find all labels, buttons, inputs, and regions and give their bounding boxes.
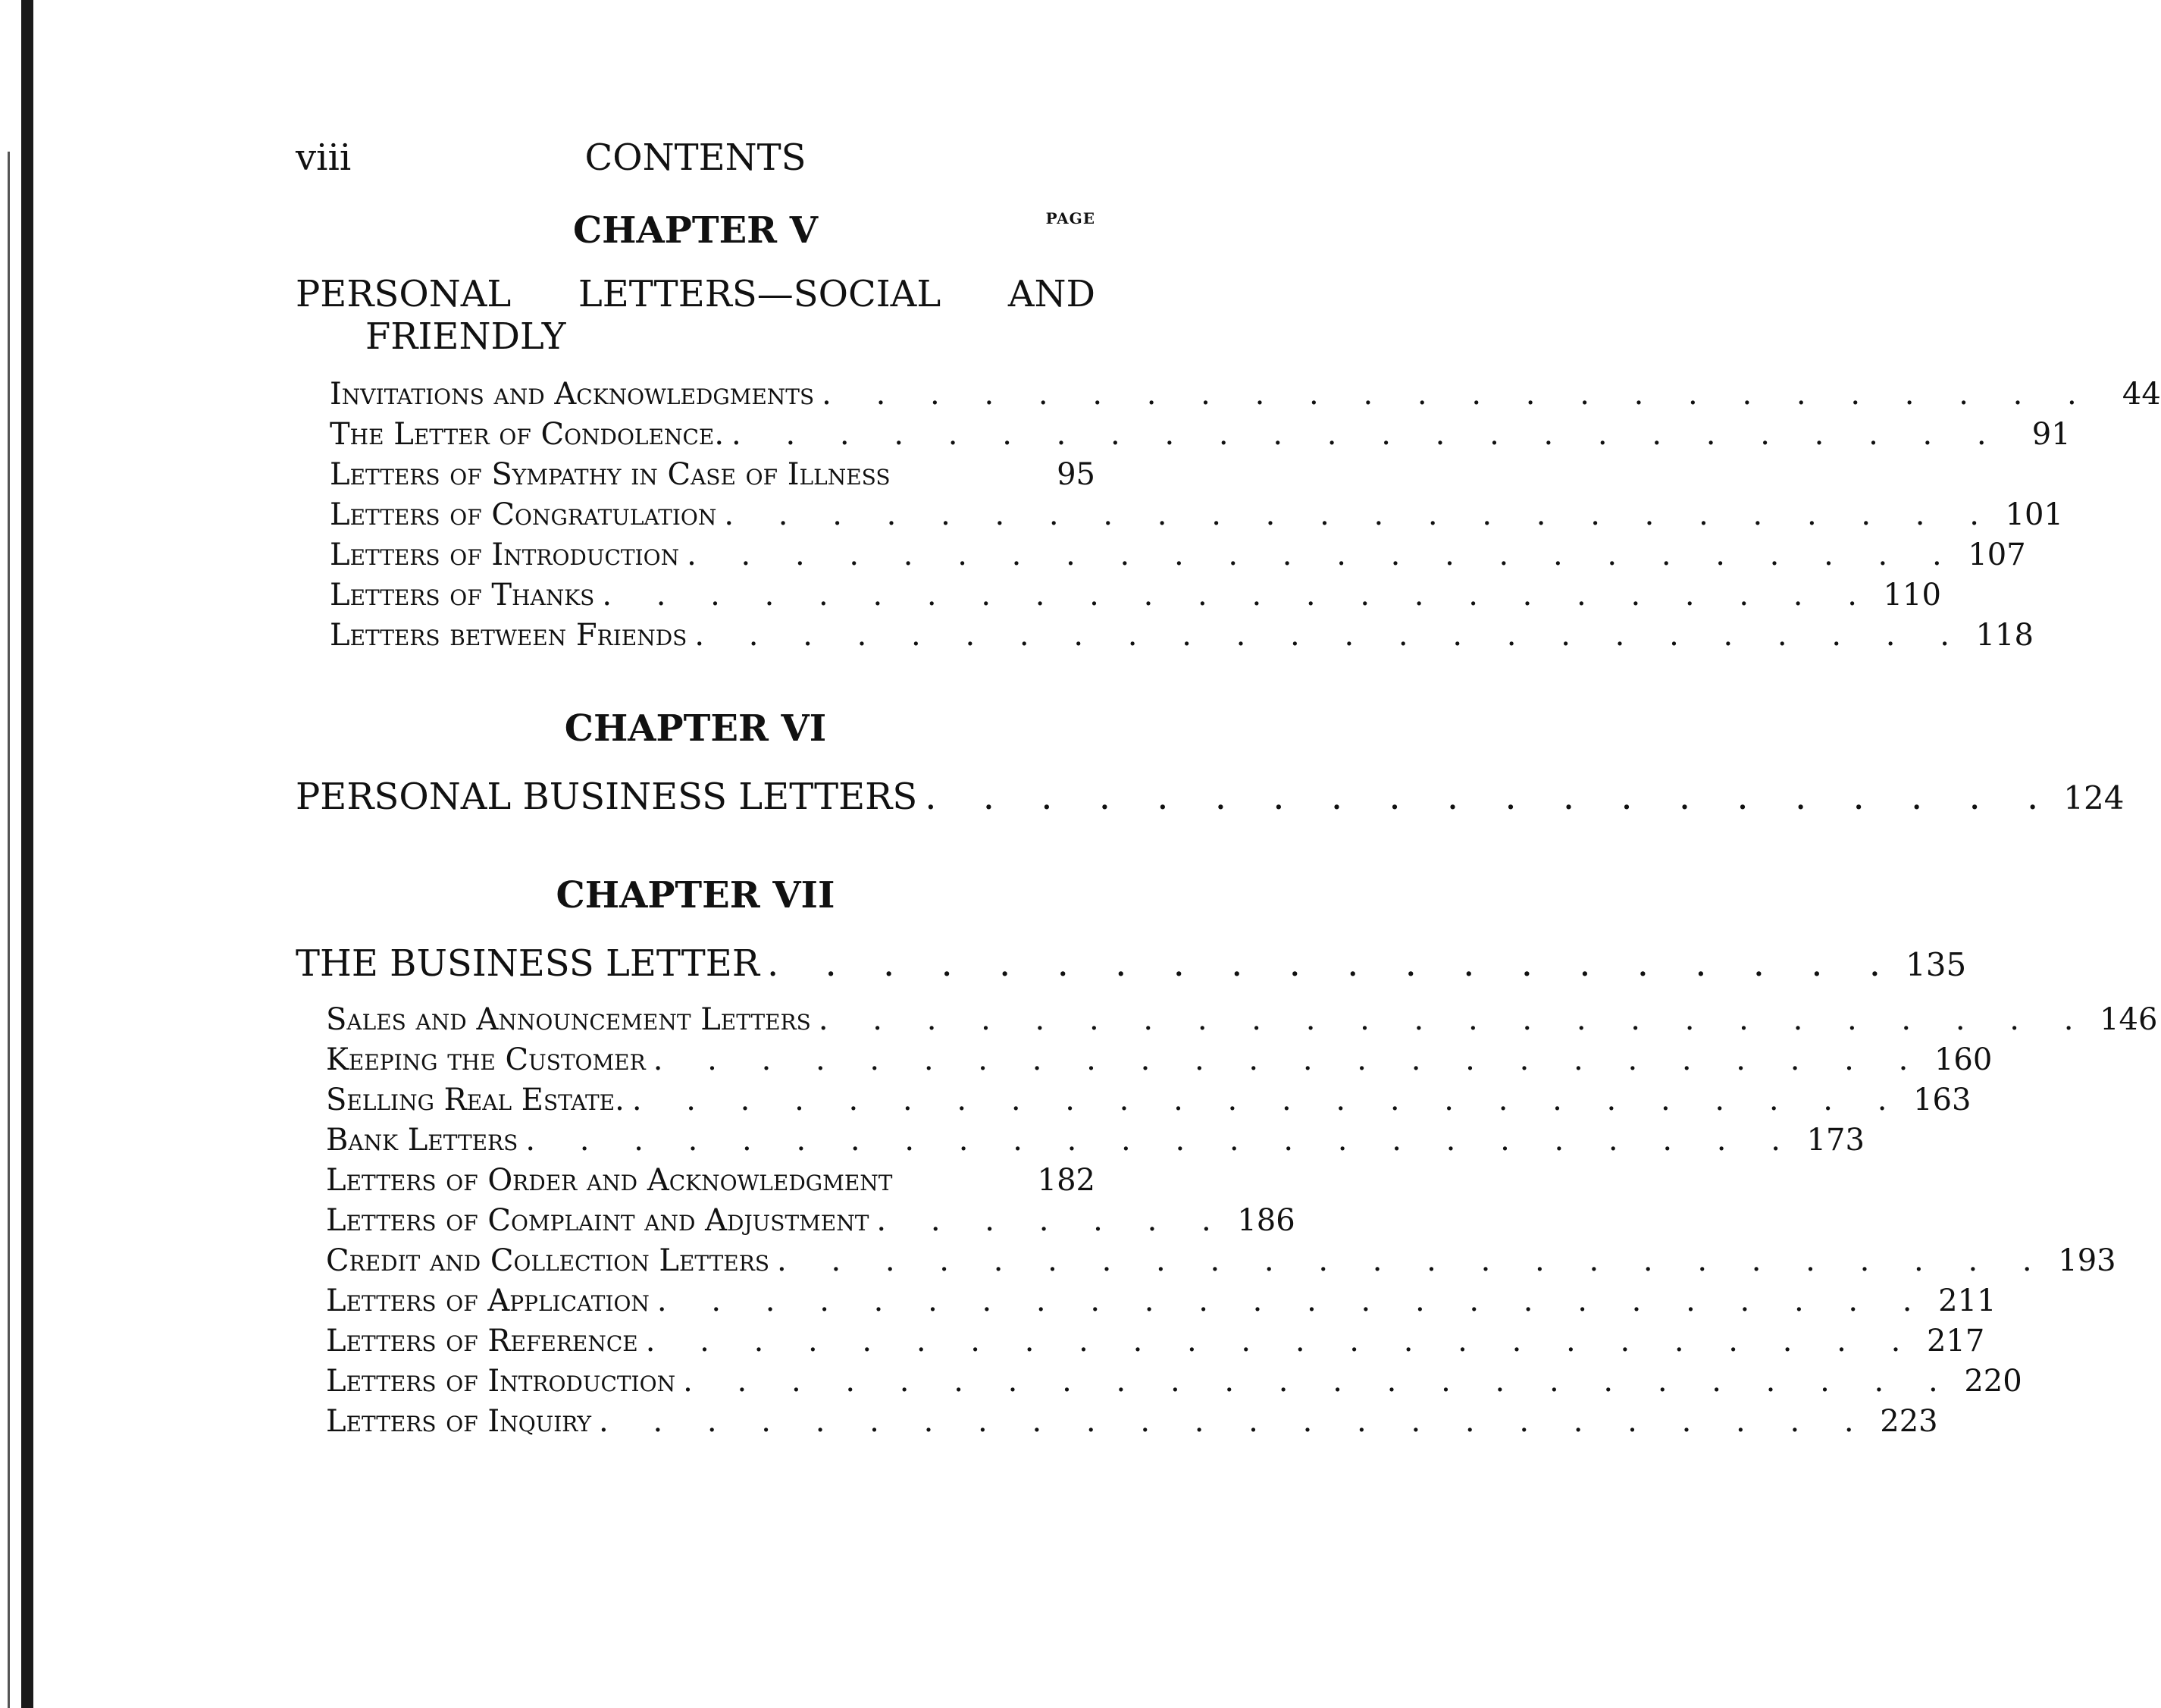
chapter-title-continued: FRIENDLY	[365, 315, 566, 358]
toc-entry-title: Letters of Congratulation	[330, 497, 717, 532]
dot-leader: . . . . . . . . . . . . . . . . . . . . . . . .	[724, 497, 1997, 532]
chapter-heading: CHAPTER VI	[564, 707, 827, 750]
chapter-title-word: PERSONAL	[296, 273, 512, 315]
toc-entry-page: 220	[1964, 1364, 2022, 1399]
toc-entry[interactable]	[296, 1362, 2022, 1402]
toc-entry-title: Letters of Application	[326, 1283, 650, 1318]
toc-entry[interactable]	[296, 1120, 1865, 1161]
toc-entry[interactable]	[296, 375, 2161, 415]
chapter-heading: CHAPTER V	[572, 209, 819, 252]
toc-entry[interactable]	[296, 1321, 1985, 1362]
toc-entry-page: 193	[2058, 1243, 2116, 1278]
dot-leader: . . . . . . . . . . . . . . . . . . . . . . . .	[683, 1364, 1956, 1399]
toc-entry-title: Letters of Thanks	[330, 578, 595, 613]
dot-leader: . . . . . . . . . . . . . . . . . . . . . . . .	[777, 1243, 2050, 1278]
toc-entry-title: Selling Real Estate.	[326, 1083, 625, 1117]
toc-entry-title: Letters of Introduction	[330, 537, 680, 572]
toc-chapter-entry[interactable]	[296, 776, 2125, 820]
toc-entry-title: Keeping the Customer	[326, 1042, 646, 1077]
toc-entry[interactable]	[296, 1241, 2116, 1281]
toc-entry-page: 173	[1806, 1123, 1865, 1158]
dot-leader: . . . . . . . . . . . . . . . . . . . .	[766, 942, 1899, 985]
dot-leader: . . . . . . . . . . . . . . . . . . . . . . . .	[631, 1083, 1905, 1117]
toc-entry[interactable]	[296, 1080, 1972, 1120]
toc-entry-page: 110	[1883, 578, 1941, 613]
toc-entry-page: 217	[1926, 1324, 1985, 1359]
toc-entry[interactable]	[296, 495, 2063, 535]
dot-leader: . . . . . . . . . . . . . . . . . . . . . . . .	[656, 1283, 1930, 1318]
toc-entry-title: Letters of Reference	[326, 1324, 638, 1359]
toc-entry-page: 160	[1934, 1042, 1993, 1077]
toc-chapter-entry[interactable]	[296, 942, 1967, 986]
toc-entry-page: 95	[1057, 457, 1095, 492]
toc-entry-title: Letters of Complaint and Adjustment	[326, 1203, 869, 1238]
contents-page	[296, 136, 2161, 1442]
book-binding-edge	[21, 0, 33, 1708]
toc-entry-page: 223	[1880, 1404, 1938, 1439]
toc-chapter-page: 124	[2063, 779, 2125, 816]
toc-entry[interactable]	[296, 455, 1095, 495]
toc-entry-page: 101	[2005, 497, 2063, 532]
dot-leader: . . . . . . . . . . . . . . . . . . . .	[925, 776, 2056, 818]
toc-entry-title: Letters of Introduction	[326, 1364, 676, 1399]
chapter-heading: CHAPTER VII	[556, 874, 835, 917]
toc-entry-page: 44	[2122, 377, 2161, 412]
toc-entry[interactable]	[296, 1040, 1993, 1080]
dot-leader: . . . . . . . . . . . . . . . . . . . . . . . .	[818, 1002, 2091, 1037]
toc-entry-title: The Letter of Condolence.	[330, 417, 725, 452]
page-column-label: PAGE	[1045, 209, 1095, 227]
dot-leader: . . . . . . . . . . . . . . . . . . . . . . . .	[653, 1042, 1926, 1077]
toc-entry-page: 146	[2100, 1002, 2158, 1037]
running-head	[296, 136, 1095, 190]
chapter-title-word: AND	[1007, 273, 1095, 315]
dot-leader: . . . . . . . . . . . . . . . . . . . . . . . .	[687, 537, 1959, 572]
toc-entry-title: Letters of Order and Acknowledgment	[326, 1163, 893, 1198]
dot-leader: . . . . . . . . . . . . . . . . . . . . . . . .	[645, 1324, 1918, 1359]
toc-entry[interactable]	[296, 415, 2071, 455]
dot-leader: . . . . . . . . . . . . . . . . . . . . . . . .	[525, 1123, 1798, 1158]
toc-entry-page: 163	[1913, 1083, 1972, 1117]
toc-entry-page: 211	[1938, 1283, 1997, 1318]
toc-entry[interactable]	[296, 616, 2034, 656]
toc-entry-title: Sales and Announcement Letters	[326, 1002, 811, 1037]
dot-leader: . . . . . . . . . . . . . . . . . . . . . . . .	[731, 417, 2004, 452]
toc-entry-page: 118	[1975, 618, 2034, 653]
dot-leader: . . . . . . .	[876, 1203, 1229, 1238]
dot-leader: . . . . . . . . . . . . . . . . . . . . . . . .	[602, 578, 1874, 613]
toc-entry-page: 182	[1037, 1163, 1095, 1198]
toc-entry[interactable]	[296, 1402, 1938, 1442]
toc-chapter-page: 135	[1906, 946, 1967, 983]
toc-entry-page: 186	[1237, 1203, 1295, 1238]
toc-entry-title: Letters between Friends	[330, 618, 687, 653]
toc-entry[interactable]	[296, 1000, 2158, 1040]
toc-entry-title: Credit and Collection Letters	[326, 1243, 770, 1278]
dot-leader: . . . . . . . . . . . . . . . . . . . . . . . .	[694, 618, 1967, 653]
toc-entry-page: 107	[1968, 537, 2026, 572]
dot-leader: . . . . . . . . . . . . . . . . . . . . . . . .	[822, 377, 2094, 412]
toc-entry-title: Letters of Sympathy in Case of Illness	[330, 457, 891, 492]
toc-entry-title: Letters of Inquiry	[326, 1404, 592, 1439]
toc-entry[interactable]	[296, 1281, 1997, 1321]
running-title: CONTENTS	[584, 136, 806, 179]
toc-entry-title: Bank Letters	[326, 1123, 518, 1158]
toc-entry[interactable]	[296, 535, 2026, 575]
toc-entry[interactable]	[296, 575, 1941, 616]
toc-chapter-title: THE BUSINESS LETTER	[296, 942, 759, 985]
dot-leader: . . . . . . . . . . . . . . . . . . . . . . . .	[599, 1404, 1871, 1439]
toc-section-list	[296, 375, 2161, 656]
toc-entry[interactable]	[296, 1201, 1295, 1241]
page-folio: viii	[296, 136, 352, 179]
toc-entry[interactable]	[296, 1161, 1095, 1201]
toc-entry-page: 91	[2031, 417, 2071, 452]
binding-shadow-line	[8, 152, 10, 1708]
toc-entry-title: Invitations and Acknowledgments	[330, 377, 815, 412]
toc-section-list	[296, 1000, 2158, 1442]
chapter-title	[296, 273, 1095, 315]
toc-chapter-title: PERSONAL BUSINESS LETTERS	[296, 776, 918, 818]
chapter-title-word: LETTERS—SOCIAL	[578, 273, 941, 315]
